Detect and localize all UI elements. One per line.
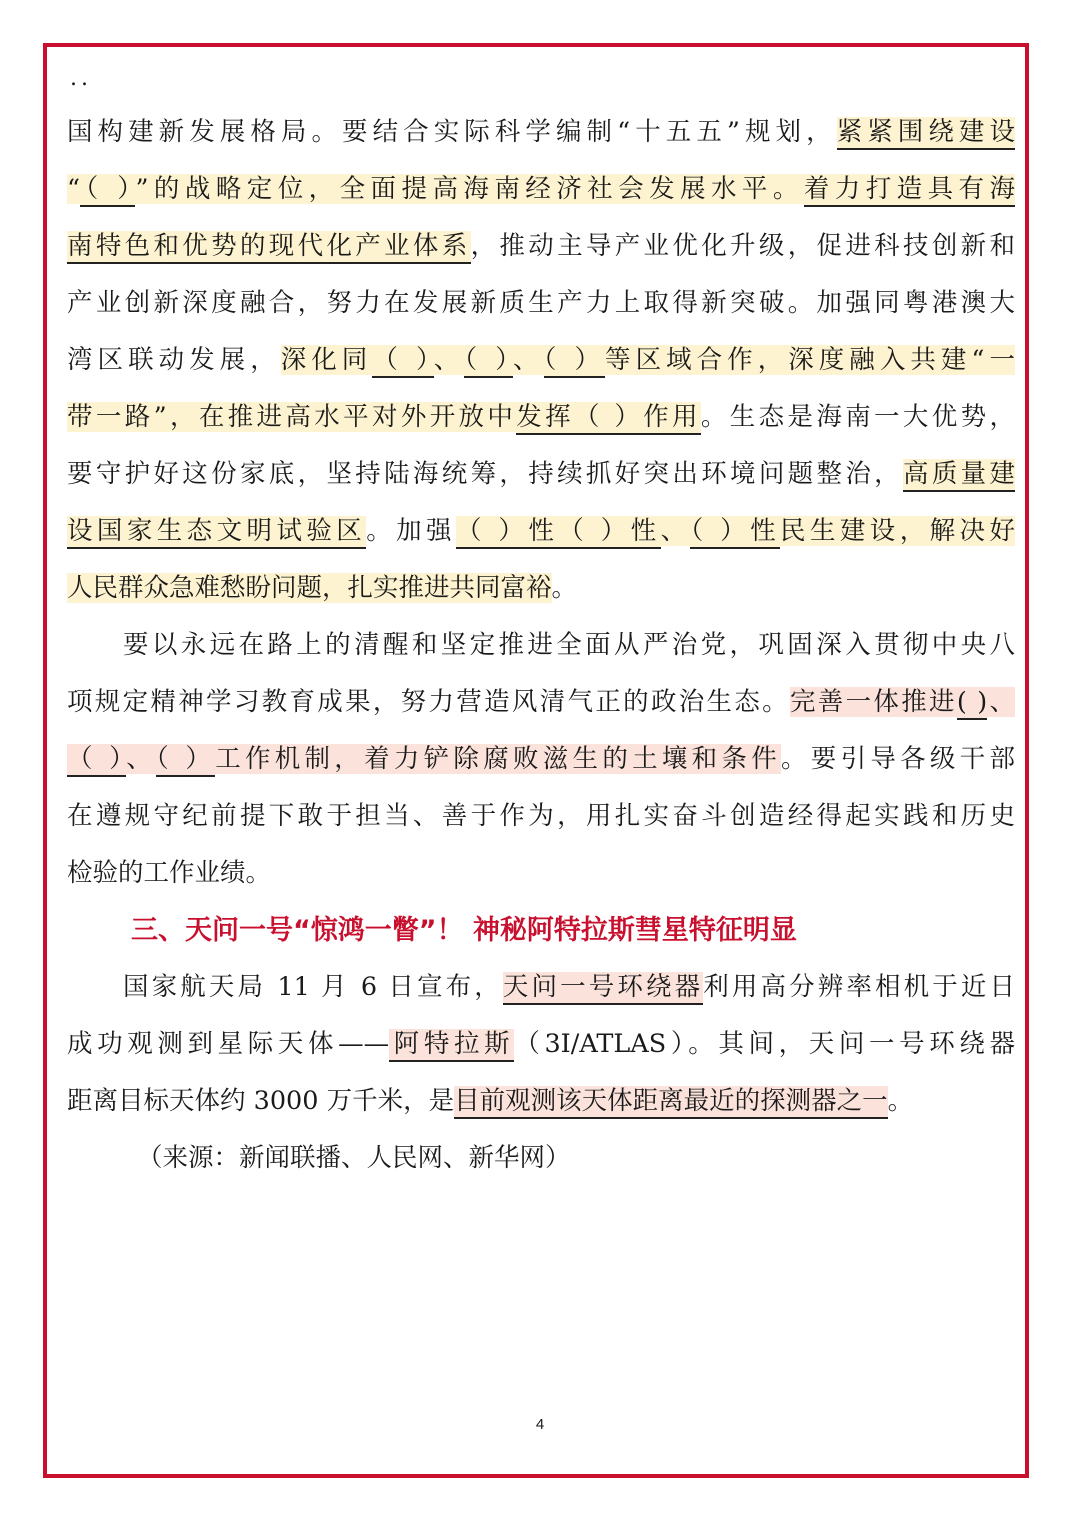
text-span: 距离目标天体约 3000 万千米，是 <box>67 1086 455 1116</box>
text-line <box>67 503 1015 560</box>
highlighted-phrase: ”的战略定位，全面提高海南经济社会发展水平。 <box>135 174 804 204</box>
fill-blank: （ ） <box>67 744 126 777</box>
text-span: 检验的工作业绩。 <box>67 858 272 888</box>
highlighted-phrase: 、 <box>987 687 1015 717</box>
highlighted-phrase: 目前观测该天体距离最近的探测器之一 <box>454 1086 888 1119</box>
fill-blank: （ ） <box>544 345 605 378</box>
text-span: 利用高分辨率相机于近日 <box>703 972 1015 1002</box>
text-line <box>67 218 1015 275</box>
text-span: 在遵规守纪前提下敢于担当、善于作为，用扎实奋斗创造经得起实践和历史 <box>67 801 1015 831</box>
text-span: 产业创新深度融合，努力在发展新质生产力上取得新突破。加强同粤港澳大 <box>67 288 1015 318</box>
highlighted-phrase: 、 <box>126 744 156 774</box>
section-heading: 三、天问一号“惊鸿一瞥”！ 神秘阿特拉斯彗星特征明显 <box>131 915 797 946</box>
text-line <box>67 560 1015 617</box>
text-line <box>67 104 1015 161</box>
page-marker: .. <box>70 66 92 91</box>
highlighted-phrase: 高质量建 <box>903 459 1015 492</box>
text-line <box>67 161 1015 218</box>
highlighted-phrase: 紧紧围绕建设 <box>837 117 1015 150</box>
text-line <box>67 389 1015 446</box>
text-line <box>67 845 1015 902</box>
text-span: 湾区联动发展， <box>67 345 281 375</box>
text-span: 。生态是海南一大优势， <box>700 402 1015 432</box>
highlighted-phrase: 、 <box>660 516 691 546</box>
fill-blank: （ ）性 <box>690 516 780 549</box>
highlighted-phrase: 着力打造具有海 <box>804 174 1015 207</box>
fill-blank: （ ）性 <box>558 516 660 549</box>
text-line <box>67 788 1015 845</box>
source-note: （来源：新闻联播、人民网、新华网） <box>137 1143 571 1173</box>
highlighted-phrase: 南特色和优势的现代化产业体系 <box>67 231 471 264</box>
text-span: 。要引导各级干部 <box>781 744 1015 774</box>
highlighted-phrase: 工作机制，着力铲除腐败滋生的土壤和条件 <box>215 744 782 774</box>
text-span: 成功观测到星际天体—— <box>67 1029 390 1059</box>
text-line <box>67 1016 1015 1073</box>
highlighted-phrase: 民生建设，解决好 <box>780 516 1015 546</box>
text-line <box>67 959 1015 1016</box>
text-span: 国家航天局 11 月 6 日宣布， <box>123 972 503 1002</box>
text-line <box>67 617 1015 674</box>
text-span: 。 <box>551 573 578 603</box>
fill-blank: 发挥（ ）作用 <box>516 402 701 435</box>
text-span: 。 <box>887 1086 914 1116</box>
text-span: 要守护好这份家底，坚持陆海统筹，持续抓好突出环境问题整治， <box>67 459 903 489</box>
highlighted-phrase: 天问一号环绕器 <box>503 972 703 1005</box>
text-line <box>67 446 1015 503</box>
text-span: 。加强 <box>366 516 456 546</box>
fill-blank: （ ） <box>372 345 433 378</box>
fill-blank: ( ) <box>957 687 987 720</box>
fill-blank: （ ）性 <box>456 516 558 549</box>
article-body <box>67 104 1015 1187</box>
text-span: ，推动主导产业优化升级，促进科技创新和 <box>470 231 1015 261</box>
text-span: 项规定精神学习教育成果，努力营造风清气正的政治生态。 <box>67 687 790 717</box>
text-line <box>67 731 1015 788</box>
fill-blank: （ ） <box>464 345 513 378</box>
highlighted-phrase: 人民群众急难愁盼问题，扎实推进共同富裕 <box>67 573 552 603</box>
highlighted-phrase: “ <box>67 174 81 204</box>
text-span: （3I/ATLAS）。其间，天问一号环绕器 <box>514 1029 1015 1059</box>
fill-blank: （ ） <box>156 744 215 777</box>
highlighted-phrase: 深化同 <box>280 345 373 375</box>
highlighted-phrase: 完善一体推进 <box>789 687 957 717</box>
highlighted-phrase: 、 <box>513 345 544 375</box>
highlighted-phrase: 带一路”，在推进高水平对外开放中 <box>67 402 517 432</box>
text-line <box>67 674 1015 731</box>
text-span: 国构建新发展格局。要结合实际科学编制“十五五”规划， <box>67 117 837 147</box>
text-line <box>67 1073 1015 1130</box>
text-line <box>67 332 1015 389</box>
highlighted-phrase: 设国家生态文明试验区 <box>67 516 366 549</box>
highlighted-phrase: 阿特拉斯 <box>389 1029 514 1062</box>
text-span: 要以永远在路上的清醒和坚定推进全面从严治党，巩固深入贯彻中央八 <box>123 630 1015 660</box>
page-number: 4 <box>535 1416 545 1433</box>
highlighted-phrase: 、 <box>433 345 465 375</box>
highlighted-phrase: 等区域合作，深度融入共建“一 <box>605 345 1015 375</box>
fill-blank: （ ） <box>80 174 135 207</box>
text-line <box>67 275 1015 332</box>
